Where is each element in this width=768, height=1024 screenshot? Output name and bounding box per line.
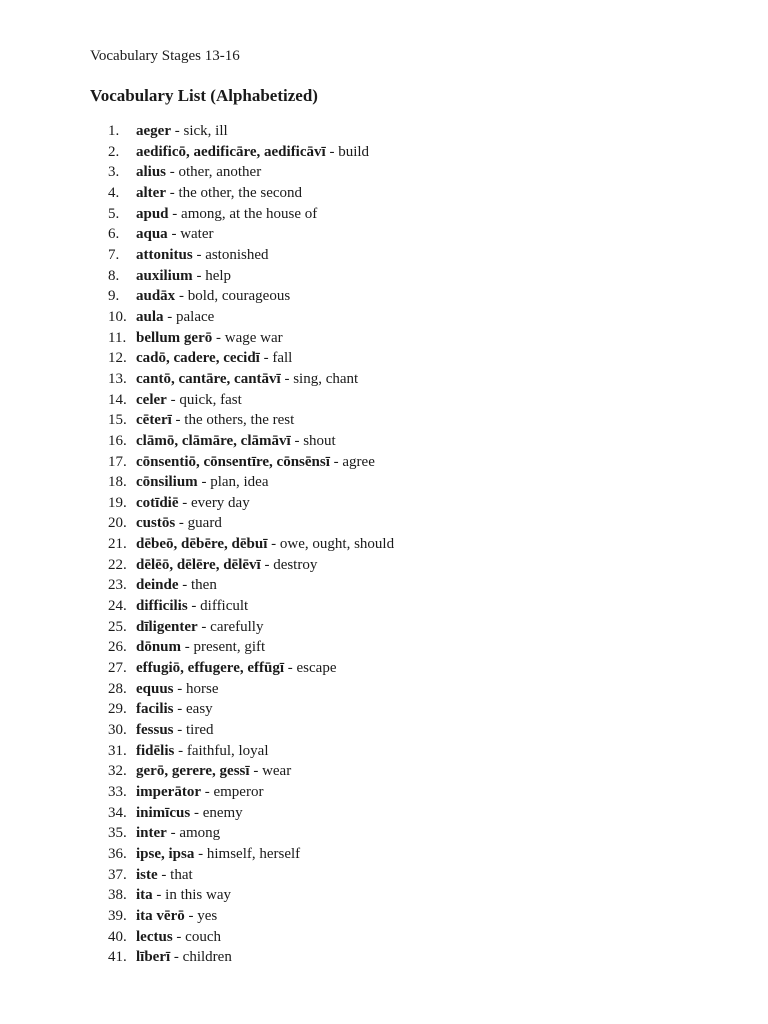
english-definition: among [179, 825, 221, 842]
item-entry [136, 534, 394, 555]
item-entry [136, 782, 263, 803]
english-definition: plan, idea [210, 474, 269, 491]
item-entry [136, 162, 261, 183]
latin-term: aedificō, aedificāre, aedificāvī [136, 143, 326, 160]
item-number: 28. [108, 680, 127, 697]
item-number: 19. [108, 494, 127, 511]
term-separator: - [267, 536, 280, 553]
latin-term: aeger [136, 123, 171, 139]
item-entry [136, 927, 221, 948]
english-definition: faithful, loyal [186, 742, 269, 759]
term-separator: - [192, 246, 206, 263]
item-entry [136, 720, 214, 741]
english-definition: fall [272, 350, 293, 367]
english-definition: palace [176, 308, 215, 325]
english-definition: enemy [202, 804, 243, 821]
document-header: Vocabulary Stages 13-16 [90, 48, 240, 64]
item-entry [136, 472, 269, 493]
english-definition: sick, ill [183, 123, 228, 139]
item-entry [136, 803, 243, 824]
item-number: 12. [108, 350, 127, 367]
latin-term: dēlēō, dēlēre, dēlēvī [136, 556, 261, 573]
latin-term: imperātor [136, 784, 201, 800]
item-number: 1. [108, 123, 120, 139]
latin-term: alter [136, 184, 166, 201]
term-separator: - [172, 928, 186, 945]
term-separator: - [166, 391, 180, 408]
english-definition: owe, ought, should [279, 536, 395, 553]
item-entry [136, 699, 213, 720]
latin-term: custōs [136, 515, 176, 532]
term-separator: - [167, 226, 181, 243]
term-separator: - [157, 866, 171, 883]
item-number: 29. [108, 701, 127, 718]
term-separator: - [187, 598, 201, 615]
english-definition: other, another [178, 164, 262, 181]
term-separator: - [166, 164, 179, 181]
english-definition: the others, the rest [184, 412, 295, 429]
english-definition: present, gift [193, 639, 266, 656]
english-definition: children [182, 949, 232, 966]
latin-term: fidēlis [136, 742, 175, 759]
term-separator: - [325, 143, 339, 160]
item-number: 18. [108, 474, 127, 491]
term-separator: - [197, 618, 211, 635]
latin-term: cōnsilium [136, 474, 198, 491]
item-entry [136, 369, 358, 390]
latin-term: aqua [136, 226, 168, 243]
item-number: 13. [108, 370, 127, 387]
term-separator: - [163, 308, 177, 325]
item-number: 30. [108, 722, 127, 739]
term-separator: - [173, 701, 186, 718]
item-number: 11. [108, 329, 127, 346]
latin-term: lectus [136, 928, 173, 945]
english-definition: build [338, 143, 370, 160]
latin-term: difficilis [136, 598, 188, 615]
item-entry [136, 245, 269, 266]
item-entry [136, 865, 193, 886]
latin-term: cōnsentiō, cōnsentīre, cōnsēnsī [136, 453, 330, 470]
term-separator: - [173, 680, 187, 697]
english-definition: water [180, 226, 214, 243]
term-separator: - [166, 825, 180, 842]
item-entry [136, 844, 300, 865]
item-entry [136, 307, 214, 328]
latin-term: equus [136, 680, 174, 697]
item-entry [136, 823, 220, 844]
term-separator: - [290, 432, 304, 449]
term-separator: - [184, 907, 198, 924]
term-separator: - [178, 494, 191, 511]
term-separator: - [175, 288, 188, 305]
term-separator: - [260, 556, 274, 573]
term-separator: - [170, 949, 183, 966]
term-separator: - [280, 370, 294, 387]
term-separator: - [194, 845, 207, 862]
item-entry [136, 513, 222, 534]
term-separator: - [175, 515, 188, 532]
term-separator: - [212, 329, 225, 346]
latin-term: alius [136, 164, 167, 181]
latin-term: inter [136, 825, 167, 842]
term-separator: - [259, 350, 273, 367]
item-number: 26. [108, 639, 127, 656]
english-definition: tired [186, 722, 214, 739]
item-number: 20. [108, 515, 127, 532]
item-entry [136, 741, 269, 762]
term-separator: - [168, 205, 182, 222]
latin-term: cotīdiē [136, 494, 179, 511]
english-definition: sing, chant [293, 370, 359, 387]
item-entry [136, 348, 292, 369]
item-number: 21. [108, 536, 127, 553]
latin-term: dōnum [136, 639, 182, 656]
latin-term: ipse, ipsa [136, 845, 195, 862]
item-entry [136, 596, 248, 617]
item-number: 41. [108, 949, 127, 966]
item-number: 40. [108, 928, 127, 945]
term-separator: - [152, 887, 166, 904]
item-entry [136, 121, 228, 142]
item-number: 16. [108, 432, 127, 449]
item-entry [136, 555, 317, 576]
english-definition: escape [296, 660, 337, 677]
item-entry [136, 224, 214, 245]
english-definition: quick, fast [179, 391, 242, 408]
latin-term: ita [136, 887, 153, 904]
english-definition: help [205, 267, 232, 284]
latin-term: celer [136, 391, 167, 408]
item-entry [136, 679, 219, 700]
item-number: 33. [108, 784, 127, 800]
term-separator: - [249, 763, 263, 780]
item-entry [136, 761, 291, 782]
latin-term: iste [136, 866, 158, 883]
english-definition: difficult [200, 598, 249, 615]
item-entry [136, 431, 336, 452]
item-entry [136, 328, 283, 349]
item-entry [136, 266, 231, 287]
latin-term: audāx [136, 288, 176, 305]
term-separator: - [284, 660, 297, 677]
english-definition: then [191, 577, 217, 594]
item-number: 17. [108, 453, 127, 470]
latin-term: deinde [136, 577, 179, 594]
item-number: 23. [108, 577, 127, 594]
item-entry [136, 617, 263, 638]
latin-term: cantō, cantāre, cantāvī [136, 370, 281, 387]
item-entry [136, 452, 375, 473]
item-number: 9. [108, 288, 120, 305]
item-entry [136, 575, 217, 596]
english-definition: couch [185, 928, 221, 945]
term-separator: - [178, 577, 192, 594]
english-definition: wage war [224, 329, 283, 346]
english-definition: himself, herself [206, 845, 301, 862]
english-definition: that [170, 866, 193, 883]
item-number: 36. [108, 845, 127, 862]
item-number: 14. [108, 391, 127, 408]
term-separator: - [171, 412, 185, 429]
item-number: 8. [108, 267, 120, 284]
item-number: 15. [108, 412, 127, 429]
english-definition: the other, the second [178, 184, 303, 201]
term-separator: - [329, 453, 343, 470]
latin-term: fessus [136, 722, 174, 739]
english-definition: bold, courageous [187, 288, 291, 305]
item-number: 5. [108, 205, 120, 222]
latin-term: līberī [136, 949, 171, 966]
item-number: 34. [108, 804, 127, 821]
english-definition: among, at the house of [181, 205, 318, 222]
item-number: 38. [108, 887, 127, 904]
item-number: 25. [108, 618, 127, 635]
english-definition: emperor [213, 784, 264, 800]
term-separator: - [200, 784, 214, 800]
item-number: 7. [108, 246, 120, 263]
item-number: 3. [108, 164, 120, 181]
item-number: 32. [108, 763, 127, 780]
latin-term: inimīcus [136, 804, 191, 821]
item-number: 24. [108, 598, 127, 615]
english-definition: guard [187, 515, 222, 532]
item-number: 6. [108, 226, 120, 243]
item-entry [136, 183, 302, 204]
term-separator: - [197, 474, 211, 491]
english-definition: yes [197, 907, 218, 924]
item-number: 2. [108, 143, 120, 160]
latin-term: dēbeō, dēbēre, dēbuī [136, 536, 268, 553]
item-number: 10. [108, 308, 127, 325]
item-number: 22. [108, 556, 127, 573]
latin-term: bellum gerō [136, 329, 213, 346]
term-separator: - [170, 123, 184, 139]
term-separator: - [165, 184, 179, 201]
english-definition: carefully [210, 618, 264, 635]
latin-term: apud [136, 205, 169, 222]
item-entry [136, 410, 294, 431]
item-entry [136, 204, 317, 225]
term-separator: - [173, 722, 187, 739]
latin-term: auxilium [136, 267, 193, 284]
english-definition: astonished [205, 246, 269, 263]
item-number: 31. [108, 742, 127, 759]
latin-term: attonitus [136, 246, 193, 263]
item-number: 35. [108, 825, 127, 842]
latin-term: gerō, gerere, gessī [136, 763, 250, 780]
term-separator: - [190, 804, 203, 821]
english-definition: destroy [273, 556, 318, 573]
item-entry [136, 658, 336, 679]
english-definition: in this way [165, 887, 232, 904]
document-title: Vocabulary List (Alphabetized) [90, 86, 318, 105]
item-entry [136, 906, 217, 927]
item-entry [136, 637, 265, 658]
item-number: 27. [108, 660, 127, 677]
english-definition: easy [186, 701, 213, 718]
item-entry [136, 142, 369, 163]
item-entry [136, 885, 231, 906]
latin-term: dīligenter [136, 618, 198, 635]
item-entry [136, 286, 290, 307]
item-entry [136, 390, 242, 411]
term-separator: - [192, 267, 206, 284]
item-number: 39. [108, 907, 127, 924]
term-separator: - [181, 639, 194, 656]
english-definition: shout [303, 432, 336, 449]
english-definition: horse [186, 680, 219, 697]
latin-term: clāmō, clāmāre, clāmāvī [136, 432, 291, 449]
term-separator: - [174, 742, 187, 759]
item-number: 4. [108, 184, 120, 201]
latin-term: facilis [136, 701, 174, 718]
item-entry [136, 947, 232, 968]
latin-term: aula [136, 308, 164, 325]
english-definition: every day [191, 494, 250, 511]
latin-term: effugiō, effugere, effūgī [136, 660, 285, 677]
english-definition: agree [342, 453, 375, 470]
item-number: 37. [108, 866, 127, 883]
item-entry [136, 493, 250, 514]
english-definition: wear [262, 763, 292, 780]
latin-term: ita vērō [136, 907, 185, 924]
latin-term: cēterī [136, 412, 172, 429]
latin-term: cadō, cadere, cecidī [136, 350, 260, 367]
